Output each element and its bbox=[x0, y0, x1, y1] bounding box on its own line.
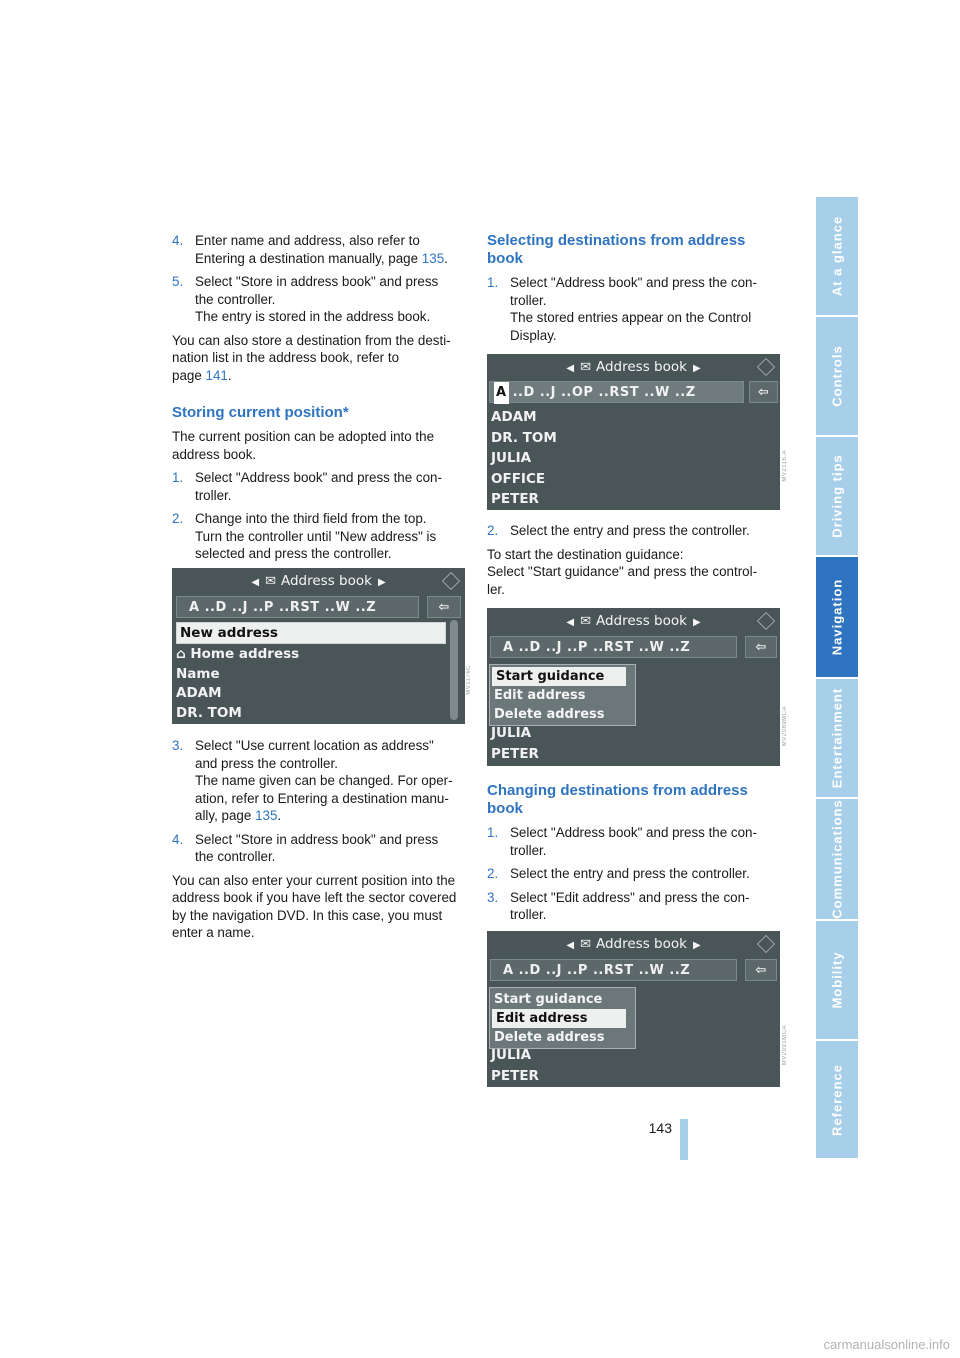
heading-selecting-destinations bbox=[487, 232, 779, 268]
paragraph-enter-name bbox=[172, 872, 464, 942]
address-book-icon: ✉ bbox=[580, 360, 591, 375]
paragraph-start-guidance bbox=[487, 546, 779, 599]
scrollbar[interactable] bbox=[450, 620, 458, 720]
step-number: 4. bbox=[172, 233, 184, 248]
screen-title: Address book bbox=[595, 936, 687, 952]
arrow-right-icon: ▶ bbox=[692, 940, 701, 951]
step-text: . bbox=[444, 250, 448, 266]
tab-label: Navigation bbox=[829, 578, 845, 656]
arrow-right-icon: ▶ bbox=[377, 577, 386, 588]
menu-item-delete-address[interactable]: Delete address bbox=[494, 707, 605, 722]
tab-entertainment[interactable] bbox=[816, 679, 858, 799]
menu-item-delete-address[interactable]: Delete address bbox=[494, 1030, 605, 1045]
step-number: 2. bbox=[487, 866, 499, 881]
step-text: Select "Address book" and press the con- bbox=[195, 470, 442, 485]
paragraph-current-position bbox=[172, 428, 464, 463]
paragraph-text: Select "Start guidance" and press the control- bbox=[487, 564, 758, 579]
menu-item-start-guidance[interactable]: Start guidance bbox=[494, 992, 603, 1007]
tab-label: Reference bbox=[829, 1063, 845, 1136]
control-display-screen-new-address bbox=[172, 568, 465, 724]
heading-text: book bbox=[487, 800, 523, 817]
step-number: 4. bbox=[172, 831, 184, 847]
alphabet-speller[interactable]: A ..D ..J ..P ..RST ..W ..Z bbox=[176, 596, 419, 618]
left-column-lower bbox=[172, 737, 464, 948]
list-item[interactable]: Name bbox=[176, 666, 220, 682]
step-4-store bbox=[172, 831, 464, 866]
back-arrow-icon[interactable]: ⇦ bbox=[745, 959, 777, 981]
tab-label: Communications bbox=[829, 799, 845, 919]
control-display-screen-edit-address bbox=[487, 931, 780, 1087]
list-item[interactable]: PETER bbox=[491, 746, 539, 762]
step-text: Select "Store in address book" and press bbox=[195, 831, 439, 847]
step-text: Display. bbox=[510, 327, 557, 343]
step-number: 5. bbox=[172, 274, 184, 289]
paragraph-text: You can also enter your current position into the bbox=[172, 872, 456, 888]
step-text: Select "Edit address" and press the con- bbox=[510, 889, 750, 905]
step-text: The name given can be changed. For oper- bbox=[195, 773, 453, 788]
step-text: troller. bbox=[510, 907, 547, 922]
list-item[interactable]: OFFICE bbox=[491, 471, 546, 487]
screen-title: Address book bbox=[280, 573, 372, 589]
step-text: Select "Address book" and press the con- bbox=[510, 275, 757, 290]
speller-cursor[interactable]: A bbox=[494, 382, 509, 404]
arrow-left-icon: ◀ bbox=[566, 617, 575, 628]
image-code: MV1176C bbox=[466, 665, 472, 695]
tab-navigation[interactable] bbox=[816, 557, 858, 679]
step-text: The entry is stored in the address book. bbox=[195, 309, 431, 324]
context-menu bbox=[489, 664, 636, 726]
paragraph-store-from-list bbox=[172, 332, 464, 385]
heading-text: book bbox=[487, 250, 523, 267]
paragraph-text: The current position can be adopted into the bbox=[172, 429, 435, 444]
list-item[interactable]: JULIA bbox=[491, 725, 532, 741]
page-number: 143 bbox=[648, 1120, 672, 1136]
step-text: Select the entry and press the controller. bbox=[510, 523, 750, 538]
back-arrow-icon[interactable]: ⇦ bbox=[427, 596, 461, 618]
step-number: 1. bbox=[172, 470, 184, 485]
alphabet-speller[interactable] bbox=[489, 381, 744, 403]
address-book-icon: ✉ bbox=[265, 574, 276, 589]
right-column-lower bbox=[487, 782, 779, 930]
list-item[interactable]: ⌂ Home address bbox=[176, 646, 300, 662]
watermark: carmanualsonline.info bbox=[823, 1337, 950, 1352]
page-ref-link[interactable]: 141 bbox=[205, 367, 228, 383]
step-text: troller. bbox=[195, 487, 232, 503]
screen-title: Address book bbox=[595, 613, 687, 629]
paragraph-text: address book. bbox=[172, 446, 257, 462]
address-book-icon: ✉ bbox=[580, 614, 591, 629]
arrow-right-icon: ▶ bbox=[692, 363, 701, 374]
back-arrow-icon[interactable]: ⇦ bbox=[745, 636, 777, 658]
tab-mobility[interactable] bbox=[816, 921, 858, 1041]
step-text: Change into the third field from the top. bbox=[195, 511, 427, 526]
step-text: the controller. bbox=[195, 291, 276, 307]
step-2-select-entry bbox=[487, 522, 779, 540]
paragraph-text: enter a name. bbox=[172, 925, 255, 940]
right-column-mid bbox=[487, 522, 779, 604]
alphabet-text: ..D ..J ..OP ..RST ..W ..Z bbox=[512, 385, 696, 400]
list-item[interactable]: PETER bbox=[491, 1068, 539, 1084]
tab-controls[interactable] bbox=[816, 317, 858, 437]
list-item[interactable]: ADAM bbox=[491, 409, 537, 425]
control-display-screen-start-guidance bbox=[487, 608, 780, 766]
step-text: Entering a destination manually, page bbox=[195, 250, 422, 266]
step-4-enter-name bbox=[172, 232, 464, 267]
right-column bbox=[487, 232, 779, 350]
screen-title: Address book bbox=[595, 359, 687, 375]
step-number: 1. bbox=[487, 825, 499, 840]
step-3-use-current-location bbox=[172, 737, 464, 825]
screen-titlebar bbox=[487, 931, 780, 957]
image-code: MV2116.A bbox=[782, 450, 788, 482]
control-display-screen-entries bbox=[487, 354, 780, 510]
page-ref-link[interactable]: 135 bbox=[255, 808, 278, 823]
step-number: 2. bbox=[487, 523, 499, 538]
step-text: The stored entries appear on the Control bbox=[510, 310, 752, 325]
tab-at-a-glance[interactable] bbox=[816, 197, 858, 317]
tab-label: Entertainment bbox=[829, 687, 845, 789]
paragraph-text: ler. bbox=[487, 581, 505, 597]
step-text: Enter name and address, also refer to bbox=[195, 233, 420, 248]
heading-changing-destinations bbox=[487, 782, 779, 818]
step-text: Select "Address book" and press the con- bbox=[510, 825, 757, 840]
step-text: Select "Use current location as address" bbox=[195, 738, 434, 753]
step-text: selected and press the controller. bbox=[195, 546, 392, 561]
list-item[interactable]: JULIA bbox=[491, 450, 532, 466]
step-text: the controller. bbox=[195, 849, 276, 864]
step-2-change-field bbox=[172, 510, 464, 563]
step-text: . bbox=[277, 808, 282, 823]
menu-item-edit-address[interactable]: Edit address bbox=[494, 688, 586, 703]
context-menu bbox=[489, 987, 636, 1049]
step-text: and press the controller. bbox=[195, 755, 338, 771]
tab-label: At a glance bbox=[829, 215, 845, 297]
step-3-select-edit-address bbox=[487, 889, 779, 924]
list-item[interactable]: ADAM bbox=[176, 685, 222, 701]
tab-label: Driving tips bbox=[829, 454, 845, 538]
list-item-selected[interactable]: New address bbox=[176, 622, 446, 644]
step-1-select-address-book bbox=[487, 824, 779, 859]
heading-text: Changing destinations from address bbox=[487, 782, 748, 799]
page-marker-bar bbox=[680, 1119, 688, 1160]
alphabet-speller[interactable]: A ..D ..J ..P ..RST ..W ..Z bbox=[490, 959, 737, 981]
tab-label: Mobility bbox=[829, 951, 845, 1009]
step-text: ally, page bbox=[195, 808, 256, 823]
step-1-select-address-book bbox=[487, 274, 779, 344]
left-column bbox=[172, 232, 464, 569]
arrow-right-icon: ▶ bbox=[692, 617, 701, 628]
tab-driving-tips[interactable] bbox=[816, 437, 858, 557]
paragraph-text: address book if you have left the sector covered bbox=[172, 890, 457, 905]
image-code: MV2089MCA bbox=[782, 706, 788, 747]
step-1-select-address-book bbox=[172, 469, 464, 504]
step-number: 3. bbox=[172, 738, 184, 753]
paragraph-text: To start the destination guidance: bbox=[487, 546, 684, 562]
heading-text: Selecting destinations from address bbox=[487, 232, 746, 249]
image-code: MV2091MCA bbox=[782, 1025, 788, 1066]
screen-titlebar bbox=[487, 354, 780, 380]
step-number: 3. bbox=[487, 889, 499, 905]
tab-label: Controls bbox=[829, 345, 845, 407]
step-text: ation, refer to Entering a destination manu- bbox=[195, 790, 449, 806]
step-text: troller. bbox=[510, 842, 547, 858]
step-5-store bbox=[172, 273, 464, 326]
screen-titlebar bbox=[172, 568, 465, 594]
paragraph-text: You can also store a destination from the desti- bbox=[172, 332, 451, 348]
step-text: Select the entry and press the controller. bbox=[510, 866, 750, 881]
step-number: 2. bbox=[172, 511, 184, 526]
paragraph-text: nation list in the address book, refer to bbox=[172, 350, 400, 365]
paragraph-text: page bbox=[172, 367, 206, 383]
list-item[interactable]: PETER bbox=[491, 491, 539, 507]
address-book-icon: ✉ bbox=[580, 937, 591, 952]
menu-item-edit-address[interactable]: Edit address bbox=[492, 1009, 626, 1028]
tab-communications[interactable] bbox=[816, 799, 858, 921]
menu-item-start-guidance[interactable]: Start guidance bbox=[492, 667, 626, 686]
back-arrow-icon[interactable]: ⇦ bbox=[749, 381, 778, 403]
step-text: Select "Store in address book" and press bbox=[195, 274, 439, 289]
arrow-left-icon: ◀ bbox=[566, 363, 575, 374]
arrow-left-icon: ◀ bbox=[251, 577, 260, 588]
page-ref-link[interactable]: 135 bbox=[421, 250, 445, 266]
paragraph-text: . bbox=[227, 367, 232, 383]
list-item[interactable]: JULIA bbox=[491, 1047, 532, 1063]
alphabet-speller[interactable]: A ..D ..J ..P ..RST ..W ..Z bbox=[490, 636, 737, 658]
step-2-select-entry bbox=[487, 865, 779, 883]
step-text: Turn the controller until "New address" is bbox=[195, 528, 437, 544]
list-item[interactable]: DR. TOM bbox=[491, 430, 557, 446]
tab-reference[interactable] bbox=[816, 1041, 858, 1160]
heading-storing-current-position: Storing current position* bbox=[172, 404, 349, 421]
step-text: troller. bbox=[510, 292, 547, 308]
arrow-left-icon: ◀ bbox=[566, 940, 575, 951]
paragraph-text: by the navigation DVD. In this case, you must bbox=[172, 907, 443, 923]
list-item[interactable]: DR. TOM bbox=[176, 705, 242, 721]
step-number: 1. bbox=[487, 275, 499, 290]
screen-titlebar bbox=[487, 608, 780, 634]
